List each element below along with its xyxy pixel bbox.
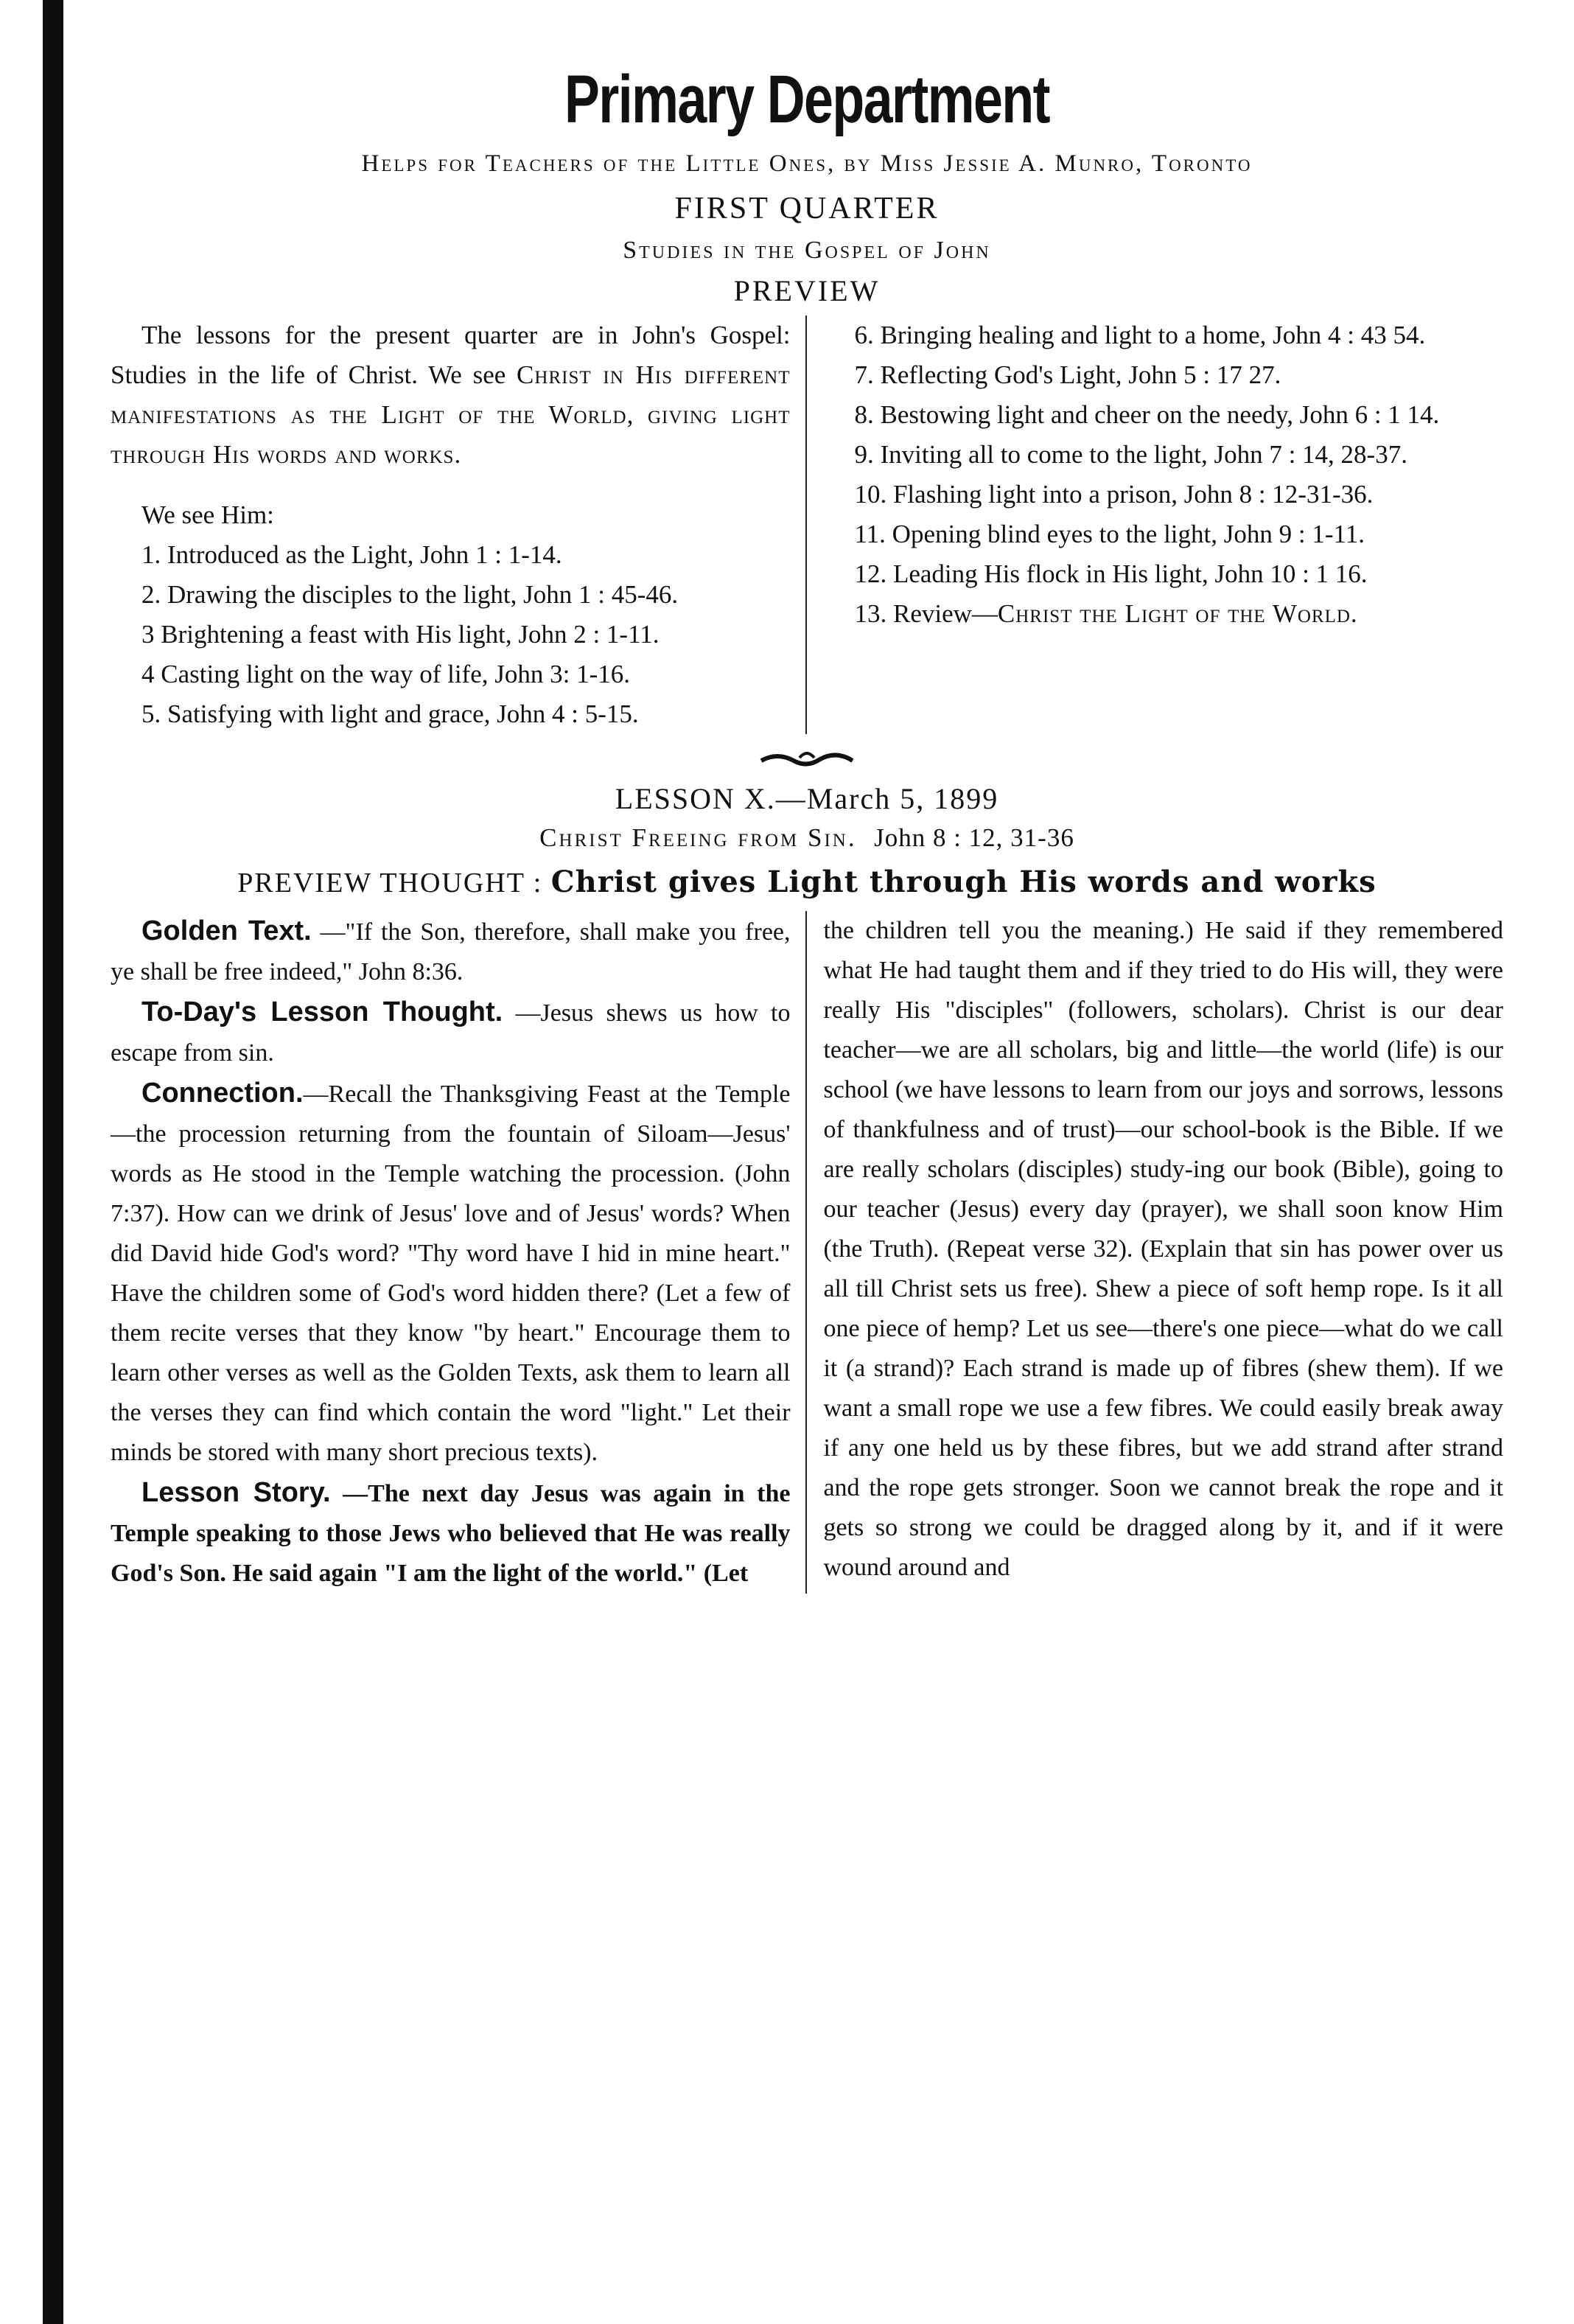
preview-item-9: 9. Inviting all to come to the light, John 7 : 14, 28-37. — [854, 440, 1407, 469]
preview-item-13 — [823, 594, 1503, 634]
lesson-body — [111, 911, 1503, 1594]
lesson-left-column — [111, 911, 805, 1594]
studies-heading: Studies in the Gospel of John — [623, 237, 991, 264]
page — [111, 59, 1503, 1594]
preview-left-column — [111, 315, 805, 734]
preview-heading: PREVIEW — [733, 274, 881, 307]
preview-right-column — [807, 315, 1503, 734]
preview-item-12: 12. Leading His flock in His light, John 10 : 1 16. — [854, 559, 1368, 588]
connection-body: —Recall the Thanksgiving Feast at the Temple—the procession returning from the fountain of Siloam—Jesus' words as He stood in the Temple watching the procession. (John 7:37). How can we drink of Jesus' love and of Jesus' words? When did David hide God's word? "Thy word have I hid in mine heart." Have the children some of God's word hidden there? (Let a few of them recite verses that they know "by heart." Encourage them to learn other verses as well as the Golden Texts, ask them to learn all the verses they can find which contain the word "light." Let their minds be stored with many short precious texts). — [111, 1081, 791, 1466]
preview-item-11: 11. Opening blind eyes to the light, John 9 : 1-11. — [854, 520, 1365, 548]
preview-intro — [111, 315, 791, 475]
golden-text-body: —"If the Son, therefore, shall make you free, ye shall be free indeed," John 8:36. — [111, 918, 791, 985]
preview-item-3: 3 Brightening a feast with His light, John 2 : 1-11. — [141, 620, 660, 649]
ornament-divider — [111, 744, 1503, 774]
preview-section — [111, 315, 1503, 734]
we-see-him: We see Him: — [141, 500, 274, 529]
preview-item-5: 5. Satisfying with light and grace, John 4 : 5-15. — [141, 699, 639, 728]
preview-item-8: 8. Bestowing light and cheer on the needy, John 6 : 1 14. — [854, 400, 1440, 429]
lesson-story-continued: the children tell you the meaning.) He said if they remembered what He had taught them and if they tried to do His will, they were really His "disciples" (followers, scholars). Christ is our dear teacher—we are all scholars, big and little—the world (life) is our school (we have lessons to learn from our joys and sorrows, lessons of thankfulness and of trust)—our school-book is the Bible. If we are really scholars (disciples) study-ing our book (Bible), going to our teacher (Jesus) every day (prayer), we shall soon know Him (the Truth). (Repeat verse 32). (Explain that sin has power over us all till Christ sets us free). Shew a piece of soft hemp rope. Is it all one piece of hemp? Let us see—there's one piece—what do we call it (a strand)? Each strand is made up of fibres (shew them). If we want a small rope we use a few fibres. We could easily break away if any one held us by these fibres, but we add strand after strand and the rope gets stronger. Soon we cannot break the rope and it gets so strong we could be dragged along by it, and if it were wound around and — [823, 917, 1503, 1581]
preview-item-2: 2. Drawing the disciples to the light, John 1 : 45-46. — [141, 580, 679, 609]
connection-para — [111, 1073, 791, 1473]
review-number: 13. Review— — [854, 599, 998, 628]
byline: Helps for Teachers of the Little Ones, by Miss Jessie A. Munro, Toronto — [361, 150, 1253, 177]
golden-text-para — [111, 911, 791, 992]
page-spine-shadow — [43, 0, 63, 2324]
lesson-reference: John 8 : 12, 31-36 — [874, 823, 1074, 852]
golden-text-label: Golden Text. — [141, 915, 312, 946]
lesson-subtitle — [111, 823, 1503, 853]
preview-item-6: 6. Bringing healing and light to a home, John 4 : 43 54. — [854, 321, 1426, 349]
preview-item-10: 10. Flashing light into a prison, John 8 : 12-31-36. — [854, 480, 1374, 509]
lesson-thought-body: —Jesus shews us how to escape from sin. — [111, 999, 791, 1067]
lesson-thought-label: To-Day's Lesson Thought. — [141, 997, 503, 1027]
review-title: Christ the Light of the World. — [997, 599, 1358, 628]
preview-thought-text: Christ gives Light through His words and works — [550, 865, 1377, 899]
connection-label: Connection. — [141, 1078, 304, 1109]
preview-item-4: 4 Casting light on the way of life, John 3: 1-16. — [141, 660, 630, 688]
lesson-story-label: Lesson Story. — [141, 1477, 331, 1508]
preview-intro-text: The lessons for the present quarter are in John's Gospel: Studies in the life of Christ. We see — [111, 321, 791, 389]
lesson-number: LESSON X.—March 5, 1899 — [615, 782, 999, 815]
lesson-story-para — [111, 1473, 791, 1594]
lesson-right-column — [807, 911, 1503, 1594]
preview-intro-smallcaps: Christ in His different manifestations as the Light of the World, giving light through His words and works. — [111, 360, 791, 469]
page-title: Primary Department — [564, 62, 1049, 137]
preview-item-7: 7. Reflecting God's Light, John 5 : 17 27. — [854, 360, 1281, 389]
lesson-thought-para — [111, 992, 791, 1073]
quarter-heading: FIRST QUARTER — [674, 192, 940, 226]
preview-thought-label: PREVIEW THOUGHT : — [237, 868, 543, 898]
lesson-story-body: —The next day Jesus was again in the Temple speaking to those Jews who believed that He was really God's Son. He said again "I am the light of the world." (Let — [111, 1480, 791, 1587]
ornament-icon — [755, 744, 858, 774]
preview-thought — [111, 865, 1503, 899]
lesson-subtitle-text: Christ Freeing from Sin. — [539, 823, 857, 852]
preview-item-1: 1. Introduced as the Light, John 1 : 1-14. — [141, 540, 562, 569]
